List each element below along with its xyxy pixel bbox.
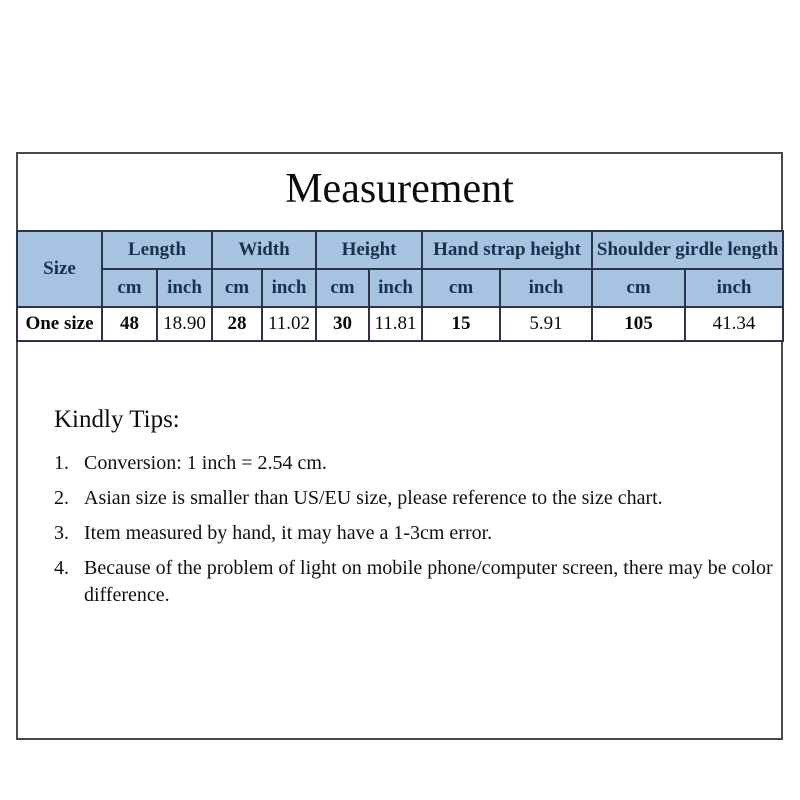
value-width-inch: 11.02 xyxy=(262,307,316,341)
unit-header-inch: inch xyxy=(157,269,212,307)
content-frame xyxy=(16,152,783,740)
unit-header-cm: cm xyxy=(316,269,369,307)
unit-header-inch: inch xyxy=(262,269,316,307)
size-table xyxy=(16,230,784,342)
value-hand-strap-height-cm: 15 xyxy=(422,307,500,341)
size-row-label: One size xyxy=(17,307,102,341)
tip-text-4: Because of the problem of light on mobile phone/computer screen, there may be color difference. xyxy=(84,557,773,606)
tip-text-2: Asian size is smaller than US/EU size, please reference to the size chart. xyxy=(84,487,663,509)
unit-header-cm: cm xyxy=(102,269,157,307)
size-column-header: Size xyxy=(17,231,102,307)
tip-item-4 xyxy=(54,555,776,609)
tip-number-1: 1. xyxy=(54,452,69,474)
value-shoulder-girdle-length-cm: 105 xyxy=(592,307,685,341)
column-group-height: Height xyxy=(316,231,422,269)
unit-header-cm: cm xyxy=(422,269,500,307)
unit-header-cm: cm xyxy=(592,269,685,307)
tip-item-2 xyxy=(54,485,776,512)
tips-section xyxy=(54,406,776,617)
tip-number-3: 3. xyxy=(54,522,69,544)
value-height-cm: 30 xyxy=(316,307,369,341)
unit-header-inch: inch xyxy=(500,269,592,307)
value-width-cm: 28 xyxy=(212,307,262,341)
tip-text-1: Conversion: 1 inch = 2.54 cm. xyxy=(84,452,327,474)
unit-header-cm: cm xyxy=(212,269,262,307)
column-group-hand-strap-height: Hand strap height xyxy=(422,231,592,269)
tip-number-2: 2. xyxy=(54,487,69,509)
tip-item-1 xyxy=(54,450,776,477)
unit-header-inch: inch xyxy=(369,269,422,307)
column-group-width: Width xyxy=(212,231,316,269)
tip-item-3 xyxy=(54,520,776,547)
table-data-row xyxy=(17,307,783,341)
column-group-shoulder-girdle-length: Shoulder girdle length xyxy=(592,231,783,269)
column-group-length: Length xyxy=(102,231,212,269)
value-shoulder-girdle-length-inch: 41.34 xyxy=(685,307,783,341)
value-length-cm: 48 xyxy=(102,307,157,341)
unit-header-inch: inch xyxy=(685,269,783,307)
tips-heading: Kindly Tips: xyxy=(54,406,180,433)
tip-text-3: Item measured by hand, it may have a 1-3cm error. xyxy=(84,522,493,544)
sheet-title: Measurement xyxy=(285,166,514,212)
table-header-groups-row xyxy=(17,231,783,269)
table-header-units-row xyxy=(17,269,783,307)
value-hand-strap-height-inch: 5.91 xyxy=(500,307,592,341)
value-length-inch: 18.90 xyxy=(157,307,212,341)
tip-number-4: 4. xyxy=(54,557,69,579)
value-height-inch: 11.81 xyxy=(369,307,422,341)
